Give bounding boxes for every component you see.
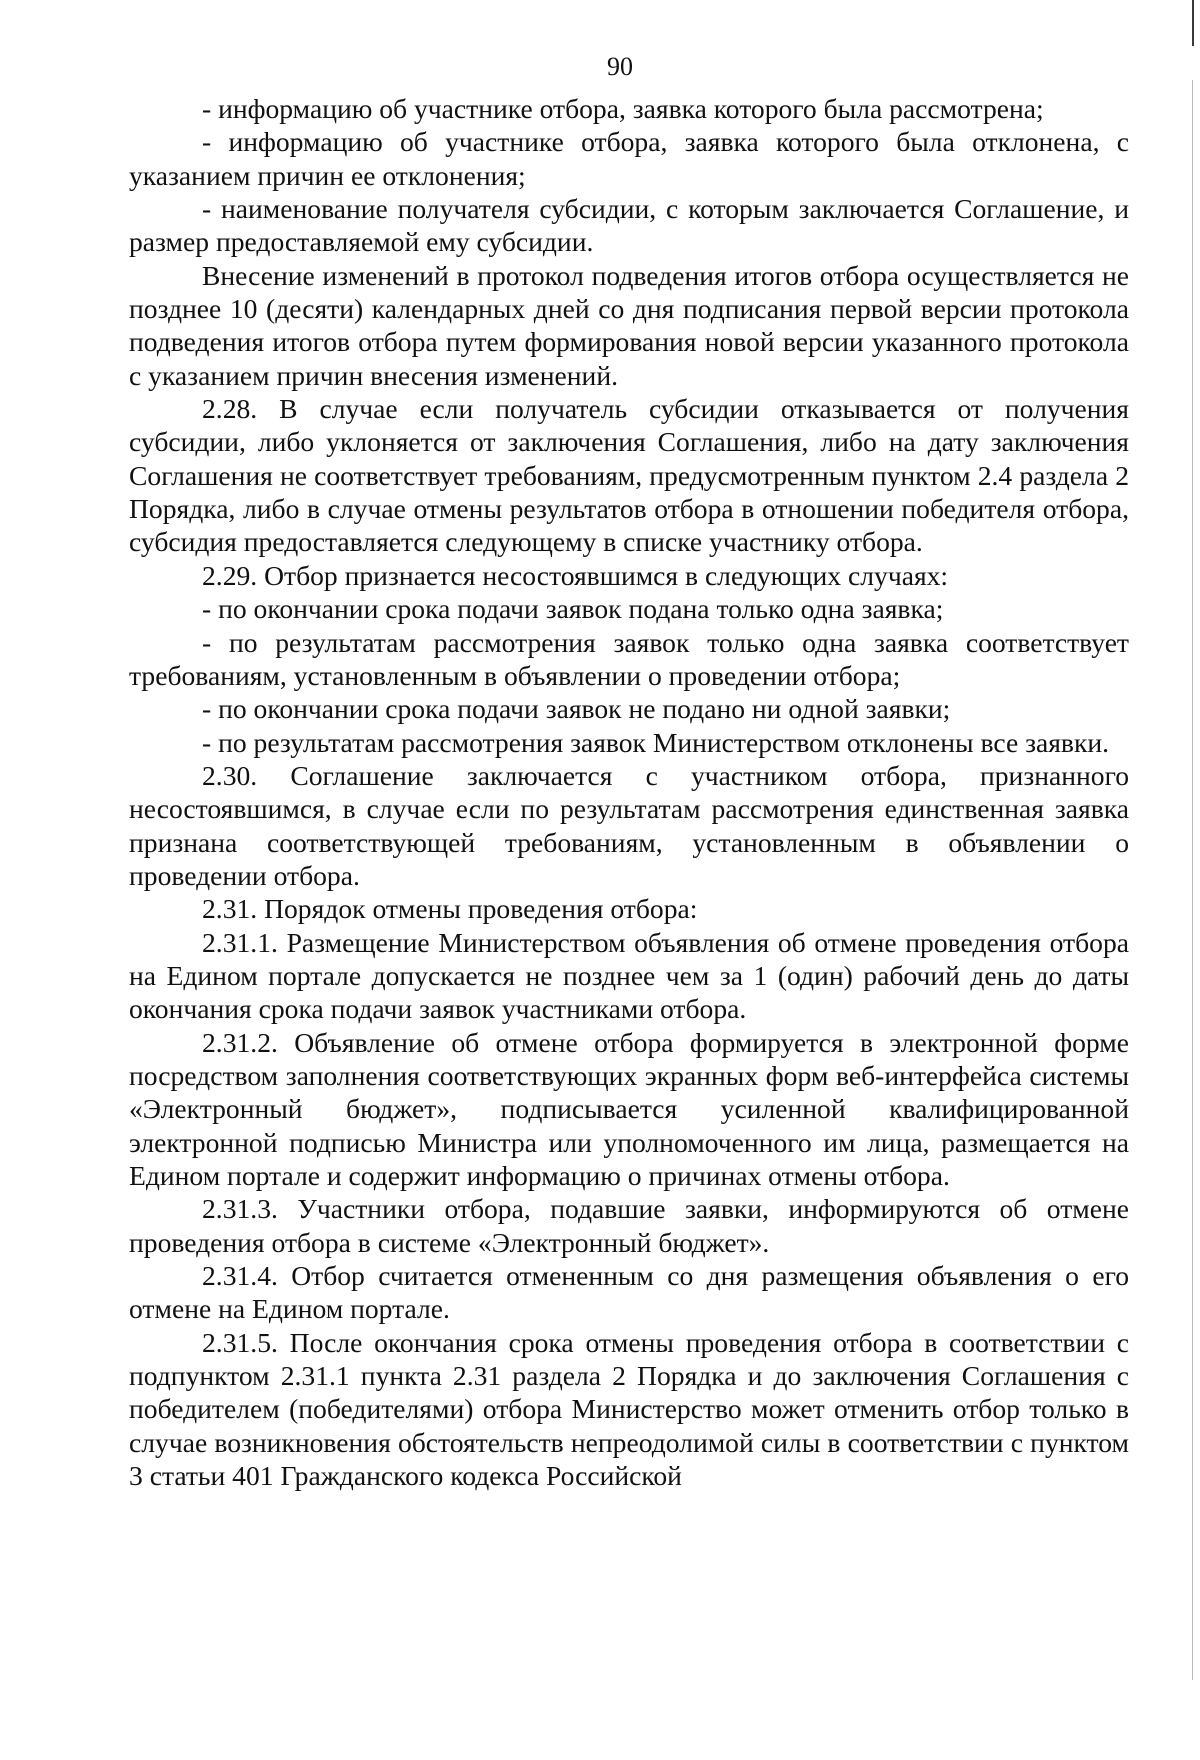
- paragraph: - наименование получателя субсидии, с которым заключается Соглашение, и размер предоставляемой ему субсидии.: [129, 193, 1129, 258]
- paragraph: 2.31.3. Участники отбора, подавшие заявки, информируются об отмене проведения отбора в системе «Электронный бюджет».: [129, 1193, 1129, 1258]
- paragraph: 2.31.2. Объявление об отмене отбора формируется в электронной форме посредством заполнения соответствующих экранных форм веб-интерфейса системы «Электронный бюджет», подписывается усиленной квалифицированной электронной подписью Министра или уполномоченного им лица, размещается на Едином портале и содержит информацию о причинах отмены отбора.: [129, 1026, 1129, 1191]
- paragraph: - по окончании срока подачи заявок подана только одна заявка;: [202, 593, 944, 625]
- paragraph: 2.28. В случае если получатель субсидии отказывается от получения субсидии, либо уклоняется от заключения Соглашения, либо на дату заключения Соглашения не соответствует требованиям, предусмотренным пунктом 2.4 раздела 2 Порядка, либо в случае отмены результатов отбора в отношении победителя отбора, субсидия предоставляется следующему в списке участнику отбора.: [129, 393, 1129, 558]
- scan-edge-mark: [1192, 0, 1194, 46]
- paragraph: - по окончании срока подачи заявок не подано ни одной заявки;: [202, 693, 951, 725]
- page-number: 90: [607, 52, 633, 81]
- paragraph: - информацию об участнике отбора, заявка которого была отклонена, с указанием причин ее отклонения;: [129, 126, 1129, 191]
- paragraph: 2.30. Соглашение заключается с участником отбора, признанного несостоявшимся, в случае если по результатам рассмотрения единственная заявка признана соответствующей требованиям, установленным в объявлении о проведении отбора.: [129, 759, 1129, 891]
- paragraph: 2.31.1. Размещение Министерством объявления об отмене проведения отбора на Едином портале допускается не позднее чем за 1 (один) рабочий день до даты окончания срока подачи заявок участниками отбора.: [129, 926, 1129, 1025]
- paragraph: 2.29. Отбор признается несостоявшимся в следующих случаях:: [202, 559, 949, 591]
- paragraph: 2.31.4. Отбор считается отмененным со дня размещения объявления о его отмене на Едином портале.: [129, 1260, 1129, 1325]
- paragraph: Внесение изменений в протокол подведения итогов отбора осуществляется не позднее 10 (десяти) календарных дней со дня подписания первой версии протокола подведения итогов отбора путем формирования новой версии указанного протокола с указанием причин внесения изменений.: [129, 259, 1129, 391]
- paragraph: 2.31.5. После окончания срока отмены проведения отбора в соответствии с подпунктом 2.31.1 пункта 2.31 раздела 2 Порядка и до заключения Соглашения с победителем (победителями) отбора Министерство может отменить отбор только в случае возникновения обстоятельств непреодолимой силы в соответствии с пунктом 3 статьи 401 Гражданского кодекса Российской: [129, 1326, 1129, 1492]
- paragraph: 2.31. Порядок отмены проведения отбора:: [202, 893, 698, 925]
- document-body: [129, 92, 1129, 1492]
- paragraph: - по результатам рассмотрения заявок Министерством отклонены все заявки.: [202, 726, 1110, 758]
- paragraph: - информацию об участнике отбора, заявка которого была рассмотрена;: [202, 93, 1044, 124]
- paragraph: - по результатам рассмотрения заявок только одна заявка соответствует требованиям, установленным в объявлении о проведении отбора;: [129, 626, 1129, 691]
- scan-edge-line: [1192, 80, 1193, 1680]
